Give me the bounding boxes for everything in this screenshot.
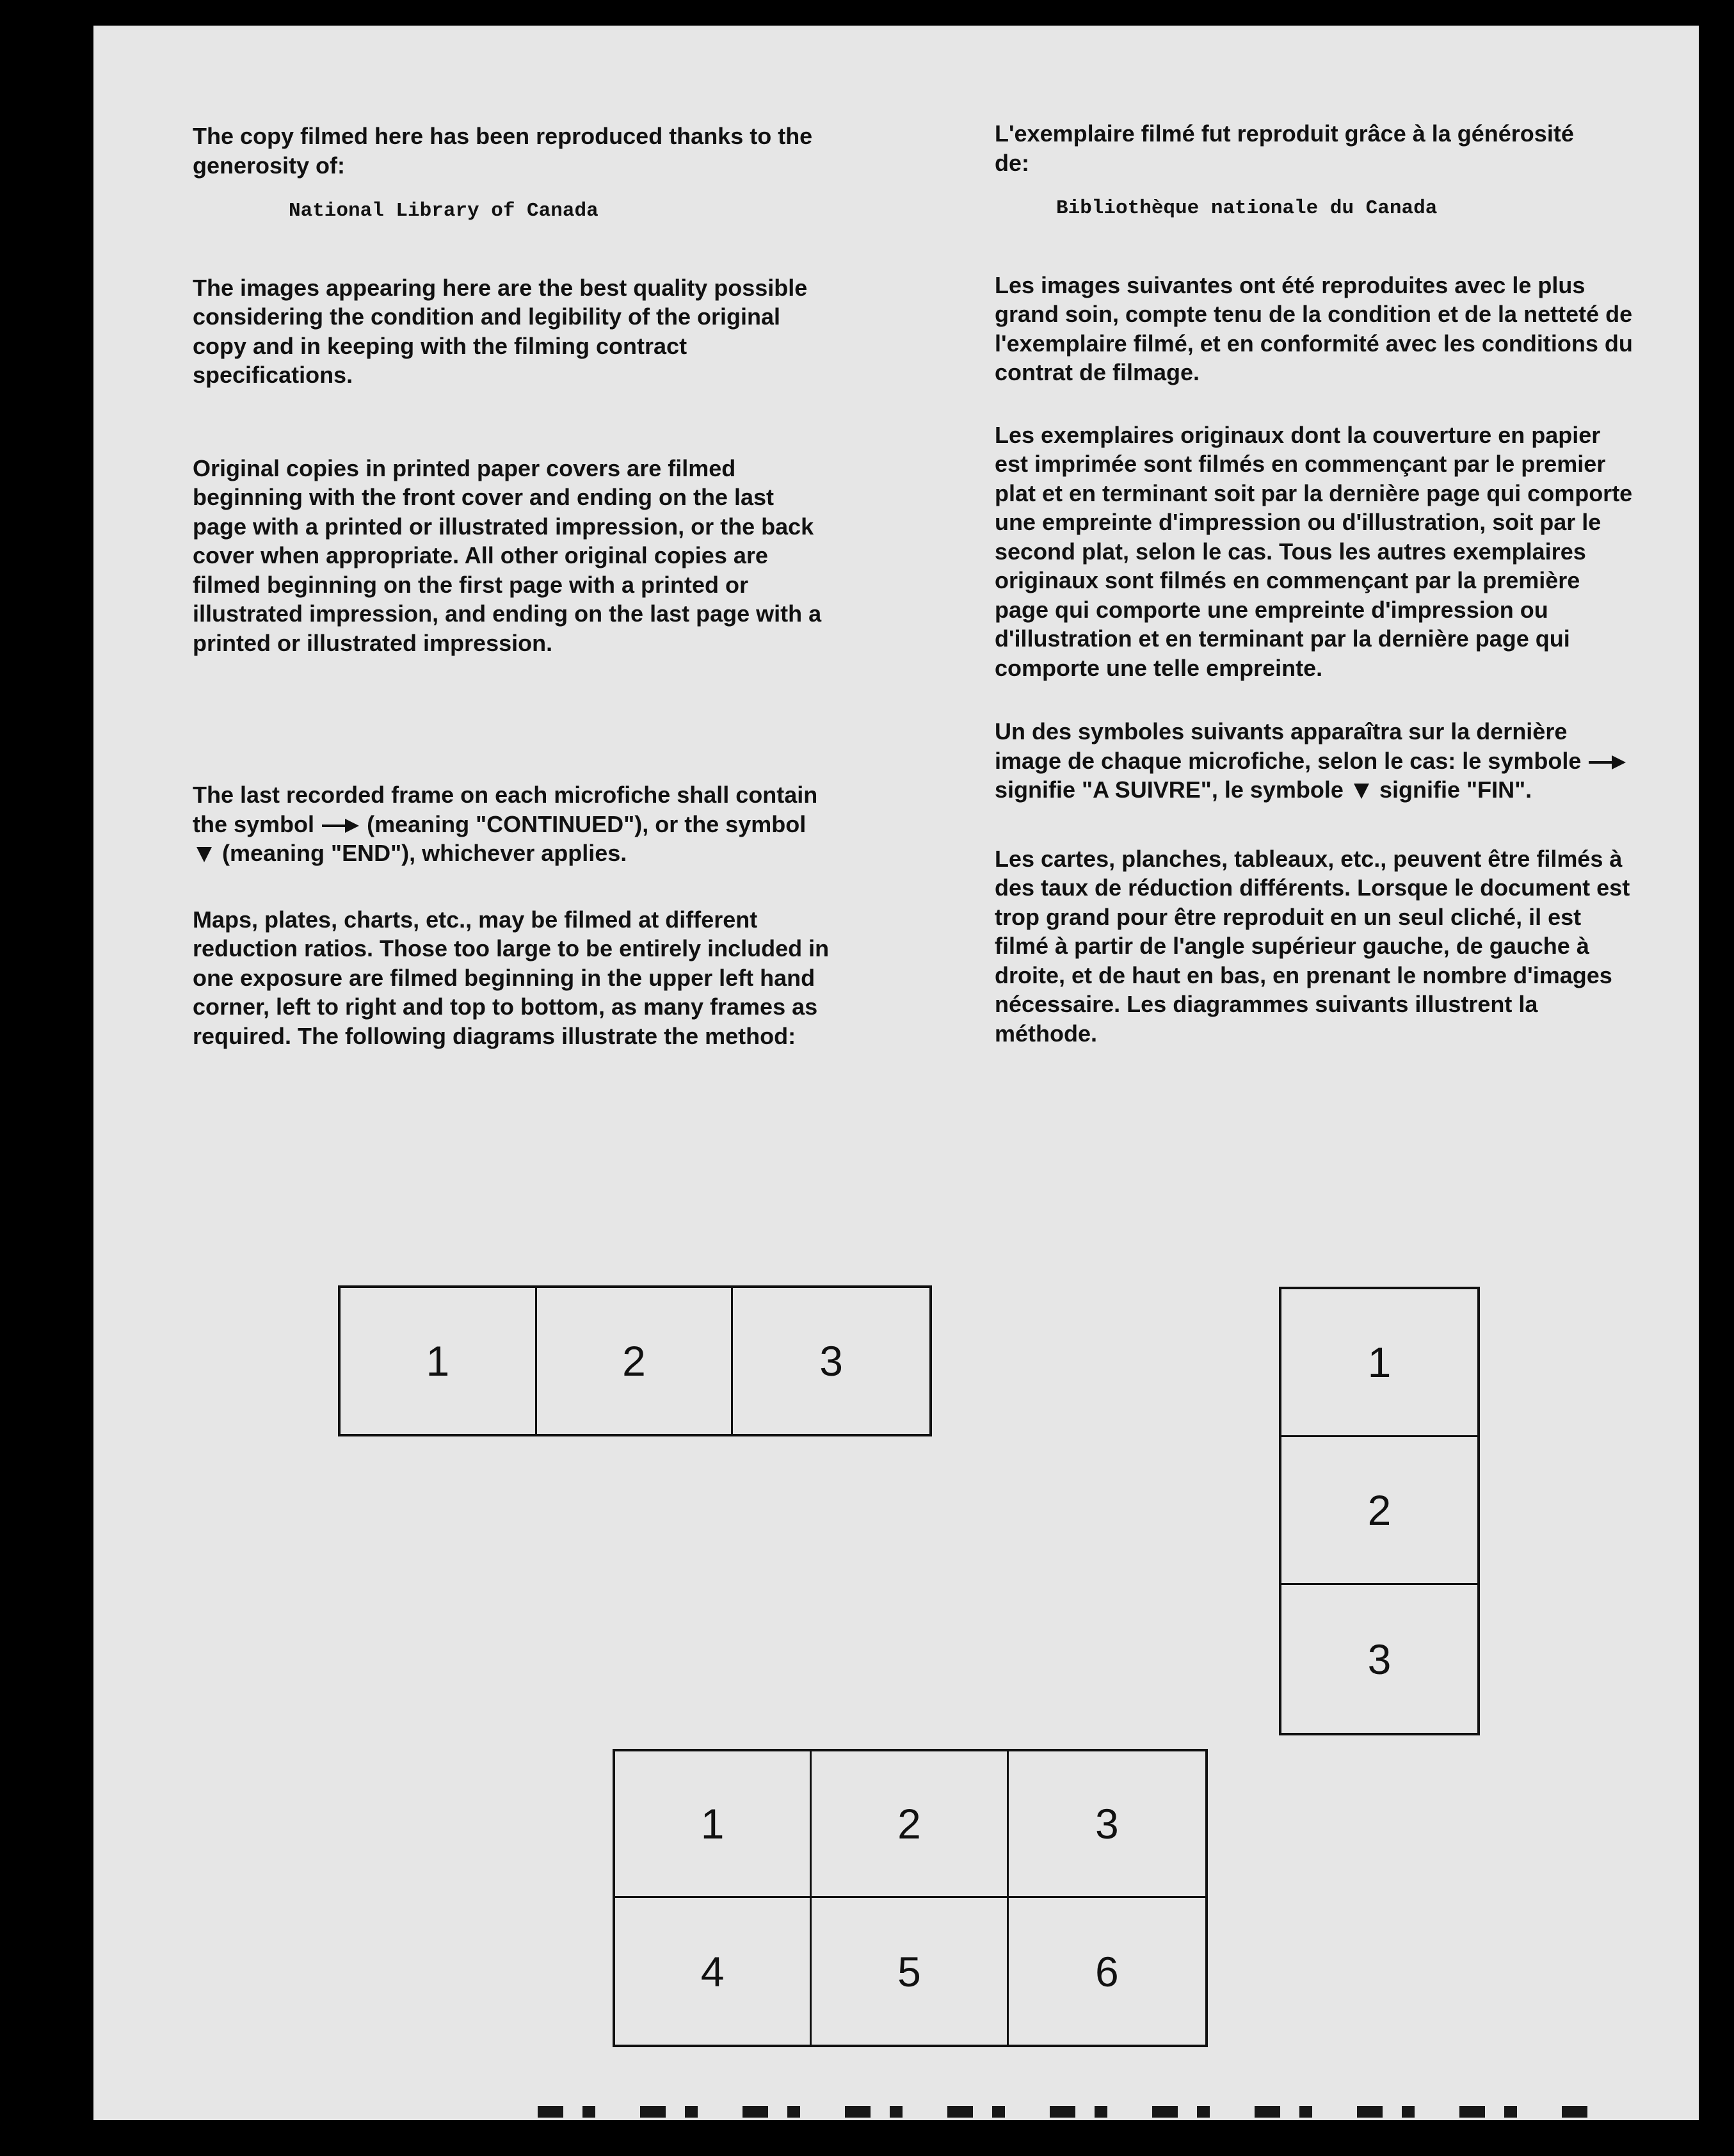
frame-cell: 2 <box>812 1751 1008 1898</box>
french-library-name: Bibliothèque nationale du Canada <box>1056 197 1438 220</box>
french-quality-paragraph: Les images suivantes ont été reproduites avec le plus grand soin, compte tenu de la condition et de la netteté de l'exemplaire filmé, et en conformité avec les conditions du contrat de filmage. <box>995 271 1633 385</box>
frame-cell: 4 <box>615 1898 812 2045</box>
continued-arrow-icon <box>322 823 359 829</box>
english-symbols-text-3: (meaning "END"), whichever applies. <box>222 840 627 866</box>
english-intro: The copy filmed here has been reproduced thanks to the generosity of: <box>193 123 813 179</box>
frame-cell: 1 <box>341 1288 537 1434</box>
diagram-horizontal-frames <box>338 1285 932 1436</box>
frame-cell: 5 <box>812 1898 1008 2045</box>
french-symbols-paragraph <box>995 717 1635 805</box>
french-maps-paragraph: Les cartes, planches, tableaux, etc., peuvent être filmés à des taux de réduction différents. Lorsque le document est trop grand pour être reproduit en un seul cliché, il est filmé à partir de l'angle supérieur gauche, de gauche à droite, et de haut en bas, en prenant le nombre d'images nécessaire. Les diagrammes suivants illustrent la méthode. <box>995 845 1630 1047</box>
frame-cell: 3 <box>1009 1751 1205 1898</box>
diagram-vertical-frames <box>1279 1287 1480 1735</box>
microfiche-target-page <box>93 26 1699 2120</box>
french-column <box>995 119 1667 1048</box>
french-symbols-text-1: Un des symboles suivants apparaîtra sur la dernière image de chaque microfiche, selon le cas: le symbole <box>995 718 1582 774</box>
english-maps-paragraph: Maps, plates, charts, etc., may be filmed at different reduction ratios. Those too large to be entirely included in one exposure are filmed beginning in the upper left hand corner, left to right and top to bottom, as many frames as required. The following diagrams illustrate the method: <box>193 906 830 1049</box>
frame-cell: 2 <box>537 1288 734 1434</box>
english-library-name: National Library of Canada <box>289 200 598 222</box>
english-originals-paragraph: Original copies in printed paper covers are filmed beginning with the front cover and ending on the last page with a printed or illustrated impression, or the back cover when appropriate. All other original copies are filmed beginning on the first page with a printed or illustrated impression, and ending on the last page with a printed or illustrated impression. <box>193 455 822 656</box>
english-quality-paragraph: The images appearing here are the best quality possible considering the condition and legibility of the original copy and in keeping with the filming contract specifications. <box>193 274 808 388</box>
frame-cell: 2 <box>1281 1437 1477 1585</box>
english-symbols-text-2: (meaning "CONTINUED"), or the symbol <box>367 810 807 837</box>
fin-triangle-icon <box>1354 784 1369 799</box>
french-symbols-text-3: signifie "FIN". <box>1379 776 1532 803</box>
french-symbols-text-2: signifie "A SUIVRE", le symbole <box>995 776 1344 803</box>
frame-cell: 1 <box>1281 1289 1477 1437</box>
french-originals-paragraph: Les exemplaires originaux dont la couverture en papier est imprimée sont filmés en commençant par le premier plat et en terminant soit par la dernière page qui comporte une empreinte d'impression ou d'illustration, soit par le second plat, selon le cas. Tous les autres exemplaires originaux sont filmés en commençant par la première page qui comporte une empreinte d'impression ou d'illustration et en terminant par la dernière page qui comporte une telle empreinte. <box>995 421 1633 681</box>
a-suivre-arrow-icon <box>1589 759 1626 766</box>
english-column <box>193 122 865 1050</box>
english-symbols-text-1: The last recorded frame on each microfiche shall contain the symbol <box>193 782 818 837</box>
scan-artifact-strip <box>538 2106 1600 2118</box>
diagram-grid-frames <box>613 1749 1208 2047</box>
frame-cell: 3 <box>819 1337 844 1385</box>
end-triangle-icon <box>197 847 212 862</box>
french-intro: L'exemplaire filmé fut reproduit grâce à la générosité de: <box>995 120 1574 176</box>
frame-cell: 6 <box>1095 1947 1119 1995</box>
english-symbols-paragraph <box>193 780 833 868</box>
frame-cell: 3 <box>1367 1635 1392 1683</box>
frame-cell: 1 <box>615 1751 812 1898</box>
